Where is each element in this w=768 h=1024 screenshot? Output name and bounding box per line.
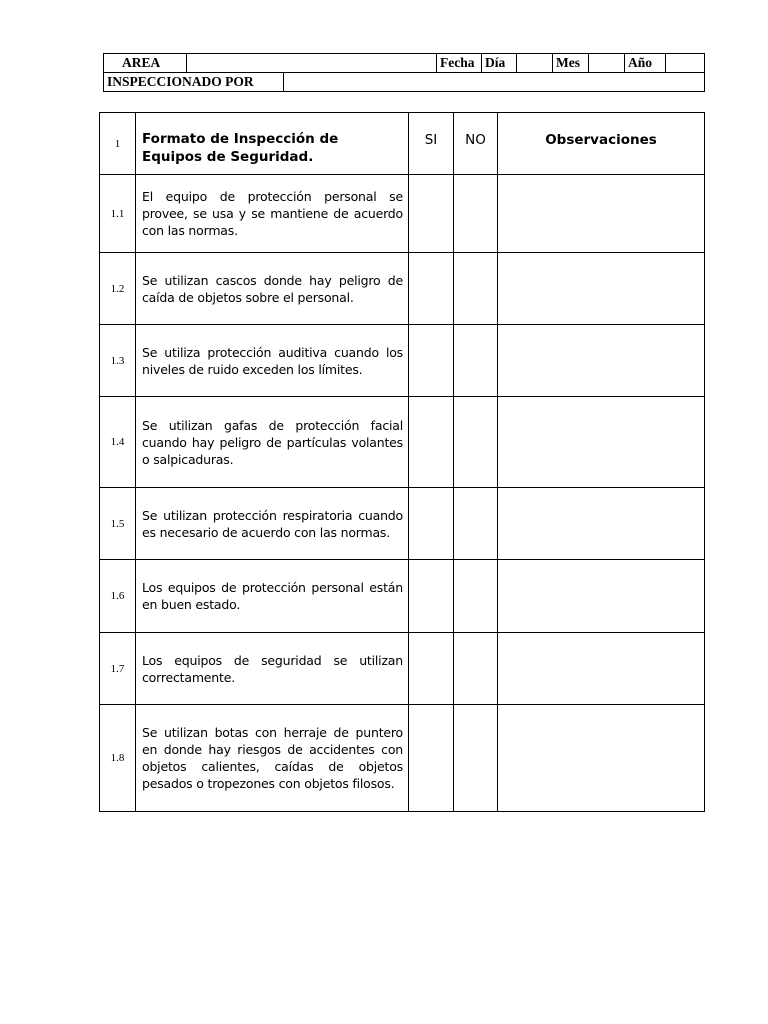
observaciones-cell[interactable]	[498, 253, 705, 325]
no-cell[interactable]	[454, 325, 498, 397]
item-question: Se utilizan gafas de protección facial cuando hay peligro de partículas volantes o salpicaduras.	[136, 397, 409, 488]
observaciones-cell[interactable]	[498, 560, 705, 633]
item-question: Se utilizan protección respiratoria cuando es necesario de acuerdo con las normas.	[136, 488, 409, 560]
item-question: Se utilizan cascos donde hay peligro de caída de objetos sobre el personal.	[136, 253, 409, 325]
item-number: 1.7	[100, 633, 136, 705]
item-question: Se utilizan botas con herraje de puntero en donde hay riesgos de accidentes con objetos calientes, caídas de objetos pesados o tropezones con objetos filosos.	[136, 705, 409, 812]
item-question: Los equipos de protección personal están en buen estado.	[136, 560, 409, 633]
no-cell[interactable]	[454, 175, 498, 253]
table-row	[100, 633, 705, 705]
col-no-header: NO	[454, 113, 498, 175]
mes-label: Mes	[553, 54, 589, 73]
anio-label: Año	[625, 54, 666, 73]
item-number: 1.1	[100, 175, 136, 253]
item-question: Se utiliza protección auditiva cuando los niveles de ruido exceden los límites.	[136, 325, 409, 397]
observaciones-cell[interactable]	[498, 488, 705, 560]
inspector-label: INSPECCIONADO POR	[104, 73, 284, 92]
no-cell[interactable]	[454, 397, 498, 488]
dia-label: Día	[482, 54, 517, 73]
item-question: El equipo de protección personal se provee, se usa y se mantiene de acuerdo con las normas.	[136, 175, 409, 253]
table-row	[100, 397, 705, 488]
si-cell[interactable]	[409, 325, 454, 397]
dia-field[interactable]	[517, 54, 553, 73]
no-cell[interactable]	[454, 560, 498, 633]
si-cell[interactable]	[409, 253, 454, 325]
area-field[interactable]	[187, 54, 437, 73]
item-number: 1.4	[100, 397, 136, 488]
item-number: 1.2	[100, 253, 136, 325]
si-cell[interactable]	[409, 560, 454, 633]
observaciones-cell[interactable]	[498, 633, 705, 705]
anio-field[interactable]	[666, 54, 705, 73]
item-number: 1.5	[100, 488, 136, 560]
table-row	[100, 560, 705, 633]
col-observaciones-header: Observaciones	[498, 113, 705, 175]
table-row	[100, 253, 705, 325]
table-header-row	[100, 113, 705, 175]
observaciones-cell[interactable]	[498, 397, 705, 488]
mes-field[interactable]	[589, 54, 625, 73]
observaciones-cell[interactable]	[498, 325, 705, 397]
no-cell[interactable]	[454, 705, 498, 812]
no-cell[interactable]	[454, 253, 498, 325]
no-cell[interactable]	[454, 488, 498, 560]
table-row	[100, 705, 705, 812]
header-table	[103, 53, 705, 92]
item-number: 1.6	[100, 560, 136, 633]
si-cell[interactable]	[409, 705, 454, 812]
inspection-table	[99, 112, 705, 812]
item-number: 1.8	[100, 705, 136, 812]
observaciones-cell[interactable]	[498, 705, 705, 812]
no-cell[interactable]	[454, 633, 498, 705]
si-cell[interactable]	[409, 397, 454, 488]
table-row	[100, 325, 705, 397]
si-cell[interactable]	[409, 488, 454, 560]
si-cell[interactable]	[409, 633, 454, 705]
form-title: Formato de Inspección de Equipos de Seguridad.	[136, 113, 409, 175]
si-cell[interactable]	[409, 175, 454, 253]
col-si-header: SI	[409, 113, 454, 175]
item-question: Los equipos de seguridad se utilizan correctamente.	[136, 633, 409, 705]
item-number: 1.3	[100, 325, 136, 397]
fecha-label: Fecha	[437, 54, 482, 73]
observaciones-cell[interactable]	[498, 175, 705, 253]
table-row	[100, 488, 705, 560]
inspector-field[interactable]	[284, 73, 705, 92]
area-label: AREA	[104, 54, 187, 73]
table-row	[100, 175, 705, 253]
header-number: 1	[100, 113, 136, 175]
